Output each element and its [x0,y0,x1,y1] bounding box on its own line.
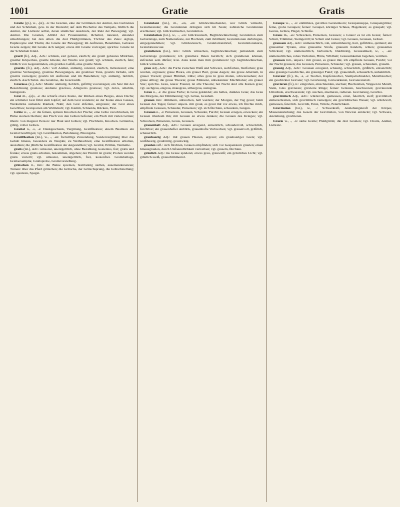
entry-definition: intr.: dämmern, anbrechen, hell werden; der Morgen, der Tag graut; beim Grauen des Tages; ferner: unpers. mir graut, es graut mir vor etwas, ich fürchte mich, empfinde Grausen, Schauder, Entsetzen; vgl. sich fürchten, schaudern, bangen. [140,98,263,111]
entry-headword: grazil [14,53,23,58]
entry-definition: intr., unpers.: mir graust, es graust mir, ich empfinde Grauen, Furcht; vor der Nacht grausen; das Grausen, Entsetzen, Schauder; vgl. grauen, schaudern, gruseln. [269,57,392,66]
entry-headword: gratulieren [144,49,161,54]
entry-definition: Adj., Adv.: Grausen erregend, schaurig, schrecklich, gräßlich, entsetzlich; eine grausige Geschichte, ein grausiger Fund; vgl. grauenhaft, schauerlich, unheimlich. [269,65,392,74]
entry-headword: grausen [273,57,285,62]
entry-headword: grauen [144,98,155,103]
entry-headword: graulen [144,142,156,147]
entry-headword: Gratifikation [14,134,34,139]
dictionary-entry [269,94,392,106]
dictionary-page [10,4,392,502]
entry-definition: (lat.), m., -en, -en: Glückwünschender, wer Glück wünscht, Gratulierender; die Gratulanten drängten sich im Saale; zahlreiche Gratulanten erschienen; vgl. Glückwünscher, Gratulation. [140,21,263,34]
entry-definition: (lat.), w., -, -en: freiwillige Zuwendung, Sondervergütung über das Gehalt hinaus, besonders zu Neujahr, zu Weihnachten; eine Gratifikation erhalten, auszahlen; die jährliche Gratifikation der Angestellten; vgl. Gratial, Prämie, Tantieme. [10,134,134,147]
dictionary-entry [10,147,134,163]
dictionary-entry [10,54,134,66]
entry-definition: (lat.), w., -, -en: Glückwunsch, Beglückwünschung; Gratulation zum Geburtstage, zum Namensfeste, zur Hochzeit, zum Jubiläum; Gratulationen darbringen, entgegennehmen; vgl. Glückwunsch, Gratulationsbrief, Gratulationskarte, Gratulationscour. [140,33,263,50]
entry-headword: grätschen [14,163,29,168]
entry-headword: Gräte [14,110,23,115]
entry-definition: n., -s, -e: Dankgeschenk, Vergütung, Gratifikation; einem Beamten ein Gratial bewilligen; vgl. Gratifikation, Belohnung, Ehrengabe. [10,126,134,135]
dictionary-entry [269,74,392,82]
entry-headword: graziös [14,65,25,70]
entry-definition: Adj., Adv.: die Farbe zwischen Weiß und Schwarz, aschfarben, bleifarben; grau werden, ergrauen; graue Haare, ein grauer Bart, graue Augen; das graue Altertum, in grauer Vorzeit; grauer Himmel, trübe; alles grau in grau malen, schwarzsehen; der graue Alltag; die graue Theorie; graue Eminenz, unbekannter Machthaber; ein grauer Star; sprichw. Grau, teurer Freund, ist alle Theorie; bei Nacht sind alle Katzen grau; vgl. aschgrau, eisgrau, mausgrau, silbergrau, steingrau. [140,65,263,90]
entry-definition: (fr.), m., -s, -e: Stecher, Kupferstecher, Stempelschneider, Metallstecher; ein geschickter Graveur; vgl. Gravierung, Graveurkunst, Graveuranstalt. [269,73,392,82]
entry-headword: Gratulant [144,21,159,25]
entry-definition: (gr.), w., -(st), -n: bie Grazien, eine der Göttinnen der Anmut, des Liebreizes und der Schönheit, gew. in der Dreizahl; auf dem Hochaltar des Tempels, bildlich die Anmut, der Liebreiz selbst, deren sinnlicher Ausdruck, der Reiz der Bewegung; vgl. Anmut. Die Grazien, Abbild der Frauenanmut, lächelnd, tanzend, einander umschlungen; bei den Alten die drei Huldgöttinnen, Töchter des Zeus: Aglaja, Euphrosyne und Thalia; die Grazie der Bewegung; im Auftreten, Benehmen, Gebaren Grazie zeigen; mit Grazie sich neigen; etwas mit Grazie vortragen; sprichw. Grazie ist der Schönheit Kleid. [10,21,134,54]
entry-definition: Adj., Adv.: würdevoll, gemessen, ernst, feierlich, steif; gravitätisch einherschreiten, sich gravitätisch verneigen; ein gravitätisches Wesen; vgl. würdevoll, gemessen, feierlich. Gravität, Ernst, Würde, Feierlichkeit. [269,94,392,107]
dictionary-entry [140,135,263,143]
entry-definition: Adj.: ins Graue spielend, etwas grau, grauweiß; ein gräuliches Licht; vgl. gräulich-weiß, grauschimmernd. [140,151,263,160]
entry-definition: (lat.), Adv.: umsonst, unentgeltlich, ohne Bezahlung, kostenlos, frei; gratis und franko; etwas gratis erhalten, bekommen, abgeben; der Eintritt ist gratis; Proben werden gratis verteilt; vgl. umsonst, unentgeltlich, frei, kostenfrei. Gratisbeilage, Gratisexemplar, Gratisprobe, Gratisvorstellung. [10,146,134,164]
column-left [10,21,134,502]
dictionary-entry [140,21,263,33]
header-rule [10,18,392,19]
column-middle [137,21,263,502]
dictionary-entry [140,123,263,135]
entry-headword: Grauen [144,110,156,115]
entry-headword: Grau [144,90,152,95]
entry-headword: Graupe [273,21,285,25]
entry-definition: w., -, -n: enthülstes, gerolltes Gerstenkorn; Graupensuppe, Graupengrütze; feine, grobe Graupen; ferner: Graupel, körniger Schnee, Hagelkorn; es graupelt; vgl. Gerste, Grütze, Hagel, Schloße. [269,21,392,34]
page-header [10,4,392,18]
entry-headword: grau [144,65,151,70]
dictionary-entry [140,110,263,122]
entry-headword: gräulich [144,151,157,155]
dictionary-entry [10,110,134,126]
dictionary-entry [140,33,263,49]
dictionary-entry [269,119,392,127]
dictionary-entry [269,82,392,94]
dictionary-entry [10,135,134,147]
dictionary-entry [140,66,263,90]
entry-definition: w., -, -n: siehe Gratie; Huldgöttin; die drei Grazien; vgl. Charis, Anmut, Liebreiz. [269,118,392,127]
dictionary-entry [269,106,392,118]
dictionary-entry [269,41,392,57]
entry-definition: (lat.), w., -: Schwerkraft, Anziehungskraft der Körper, Massenanziehung; das Gesetz der Gravitation, von Newton entdeckt; vgl. Schwere, Anziehung, gravitieren. [269,106,392,119]
entry-definition: Adj., Adv.: Grauen erregend, entsetzlich, schaudervoll, schrecklich, furchtbar; ein grauenhafter Anblick, grauenhafte Verbrechen; vgl. grauenvoll, gräßlich, schauerlich. [140,122,263,135]
dictionary-entry [269,66,392,74]
entry-definition: tr., intr.: die Beine spreizen, breitbeinig stellen, auseinandersetzen; Turnen: über das Pferd grätschen; die Grätsche, der Grätschsprung, die Grätschstellung; vgl. spreizen, Spagat. [10,163,134,176]
dictionary-entry [140,143,263,151]
entry-headword: grauhaarig [144,134,161,139]
dictionary-entry [10,94,134,110]
entry-definition: refl.: sich fürchten, Grauen empfinden; sich vor Gespenstern graulen; einen hinausgraulen, durch Unfreundlichkeit vertreiben; vgl. gruseln, fürchten. [140,142,263,151]
guide-word-left: Gratie [161,6,189,16]
entry-definition: (it.), Adv.: Musik: anmutig, lieblich, gefällig vorzutragen; ein Satz mit der Bezeichnung grazioso; Andante grazioso, Allegretto grazioso; vgl. dolce, amabile, lusingando. [10,81,134,95]
page-number: 1001 [10,6,29,16]
entry-definition: m., -(e)s, -e: die scharfe obere Kante, der Rücken eines Berges, eines Dachs; ein schmaler Grat führt zum Gipfel; auf dem Grat wandern; an der Kante eines Gusses, Werkstücks stehende Rauheit, Naht; den Grat abfeilen, entgraten; der Grat eines Gewölbes; Gratsparren am Walmdach; vgl. Kamm, Schneide, Rücken, First. [10,94,134,111]
columns [10,21,392,502]
entry-headword: Gravitation [273,106,291,111]
dictionary-entry [10,66,134,82]
entry-headword: Graus [273,33,283,38]
entry-definition: Adj.: mit grauen Haaren, ergraut; ein grauhaariger Greis; vgl. weißhaarig, graubärtig, graulockig. [140,134,263,143]
entry-headword: gratis [14,146,23,151]
entry-headword: gravitätisch [273,94,291,99]
entry-headword: Grazioso [14,81,28,86]
dictionary-entry [140,90,263,98]
entry-headword: Grazie [273,118,284,123]
entry-definition: m., -es: Schrecken, Entsetzen, Grausen; o Graus! es ist ein Graus; ferner: Schutt, Trümmer, Steingeröll; in Schutt und Graus; vgl. Grauen, Grausen, Gräuel. [269,33,392,42]
dictionary-entry [10,82,134,94]
entry-headword: gravieren [273,81,288,86]
dictionary-entry [140,49,263,65]
dictionary-entry [10,21,134,54]
entry-headword: grauenhaft [144,122,161,127]
entry-headword: Grat [14,94,22,99]
entry-definition: Adj., Adv.: unmenschlich, roh, unbarmherzig, hart, gefühllos, quälend; ein grausamer Tyrann, eine grausame Strafe, grausam handeln, wüten; grausames Schicksal; vgl. unmenschlich, barbarisch, blutdürstig. Grausamkeit, w., -, -en: unmenschliches, rohes Verhalten, Härte, Wildheit; Grausamkeiten begehen, verüben. [269,41,392,58]
dictionary-entry [10,163,134,175]
entry-definition: (fr.), Adj., Adv.: schlank, zart gebaut, zierlich; ein grazil gebautes Mädchen, graziler Körperbau, grazile Glieder, der Wuchs war grazil; vgl. schlank, zierlich, fein; bildlich von Gegenständen, ein graziles Gefäß, eine grazile Säule. [10,53,134,66]
entry-definition: (fr.), tr.: eingraben, einschneiden, stechen; Buchstaben, Wappen in Metall, Stein, Glas gravieren; gravierte Ringe; ferner: belasten, beschweren; gravierende Umstände, erschwerende; vgl. stechen, ziselieren, radieren. Gravierung, Gravüre. [269,81,392,95]
entry-headword: Gratulation [144,33,162,38]
column-right [266,21,392,502]
dictionary-entry [140,98,263,110]
dictionary-entry [269,58,392,66]
guide-word-right: Gratis [319,6,345,16]
entry-headword: grausam [273,41,287,46]
entry-headword: Gratie [14,21,24,25]
entry-headword: Gratial [14,126,25,131]
entry-headword: grausig [273,65,285,70]
entry-definition: w., -, -n: die feinen, spitzen Knochen der Fische; eine Gräte verschlucken, im Halse stecken bleiben; den Fisch von den Gräten befreien; ein Fisch mit vielen Gräten; übertr. von magerer Person: nur Haut und Gräten; vgl. Fischbein, Knochen. Grätenlos, grätig, voller Gräten. [10,110,134,127]
dictionary-entry [10,127,134,135]
entry-headword: Graveur [273,73,286,78]
dictionary-entry [140,151,263,159]
entry-definition: (fr.), Adj., Adv.: voll Anmut, anmutig, reizend, zierlich, liebreizend; eine graziöse Verbeugung, graziöse Bewegungen, ein graziöser Tanz, graziös lächeln, sich graziös verneigen; graziös im Auftreten und im Benehmen; vgl. anmutig, lieblich, zierlich. Auch Subst. das Graziöse, die Graziosität. [10,65,134,82]
dictionary-entry [269,21,392,33]
dictionary-entry [269,33,392,41]
entry-definition: n., -s: Entsetzen, Grausen, Schauder, Furcht; Grauen erregen, erwecken; ein Grauen überkam ihn; mit Grauen an etwas denken; die Grauen des Krieges; vgl. Schrecken, Entsetzen, Graus, Grausen. [140,110,263,123]
entry-definition: (lat.), intr.: Glück wünschen, beglückwünschen; jemandem zum Geburtstage gratulieren; ich gratuliere Ihnen herzlich; sich gratulieren können, zufrieden sein dürfen; iron. dazu kann man ihm gratulieren! vgl. beglückwünschen, Glück wünschen. [140,49,263,66]
entry-definition: n., -s: die graue Farbe; in Grau gekleidet; ein helles, dunkles Grau; das Grau des Morgens, der Dämmerung; vgl. Gräue, Grauheit. [140,90,263,99]
